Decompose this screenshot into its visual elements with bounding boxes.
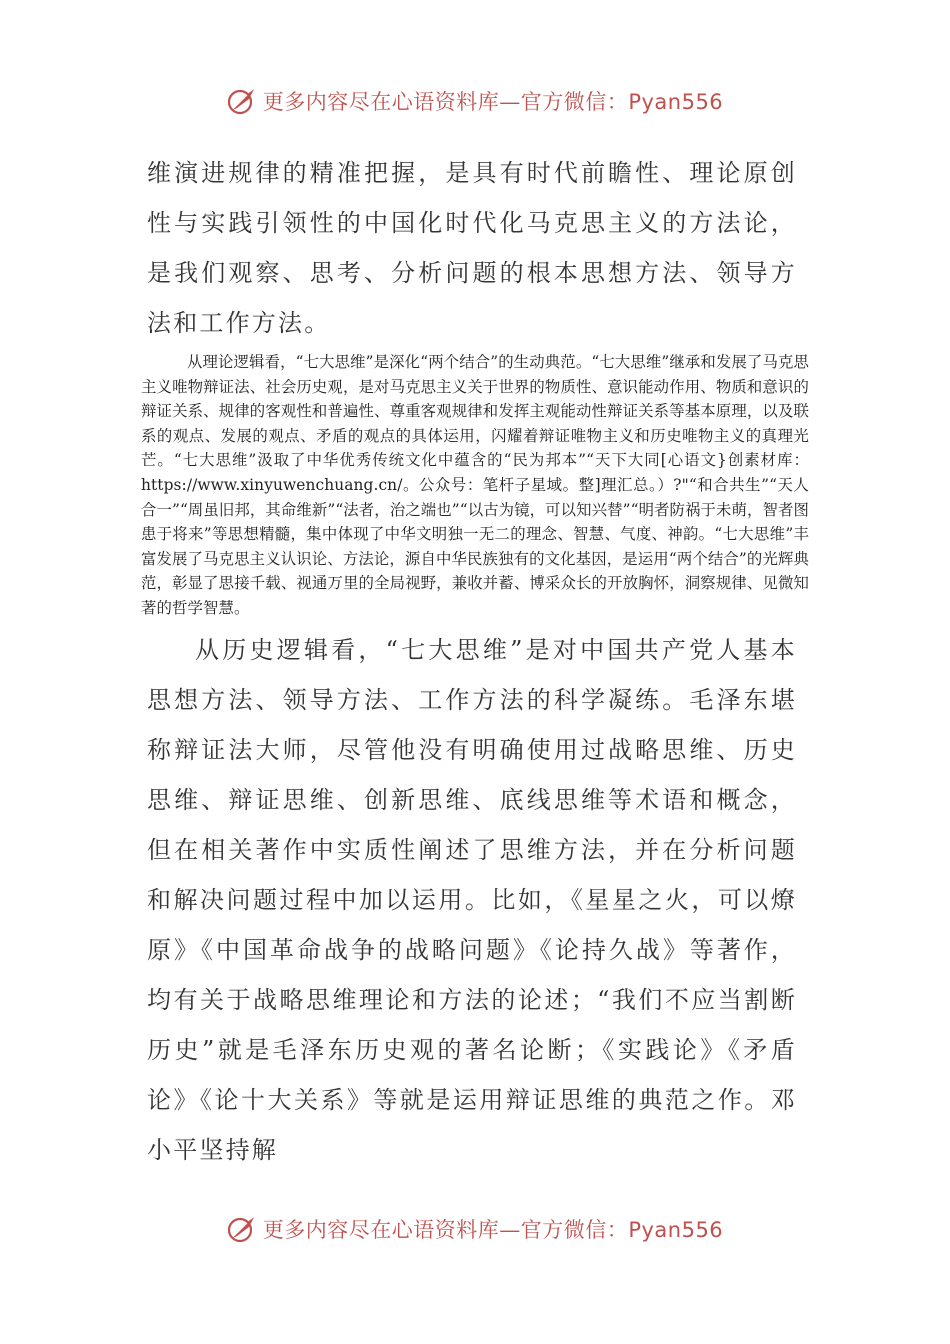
document-body	[141, 148, 809, 1175]
quill-logo-icon	[227, 86, 257, 116]
paragraph-history-logic: 从历史逻辑看，“七大思维”是对中国共产党人基本思想方法、领导方法、工作方法的科学凝练。毛泽东堪称辩证法大师，尽管他没有明确使用过战略思维、历史思维、辩证思维、创新思维、底线思维等术语和概念，但在相关著作中实质性阐述了思维方法，并在分析问题和解决问题过程中加以运用。比如，《星星之火，可以燎原》《中国革命战争的战略问题》《论持久战》等著作，均有关于战略思维理论和方法的论述；“我们不应当割断历史”就是毛泽东历史观的著名论断；《实践论》《矛盾论》《论十大关系》等就是运用辩证思维的典范之作。邓小平坚持解	[147, 635, 797, 1164]
banner-text: 更多内容尽在心语资料库—官方微信：Pyan556	[262, 1218, 724, 1242]
quill-logo-icon	[227, 1214, 257, 1244]
paragraph-continuation: 维演进规律的精准把握，是具有时代前瞻性、理论原创性与实践引领性的中国化时代化马克思主义的方法论，是我们观察、思考、分析问题的根本思想方法、领导方法和工作方法。	[147, 159, 797, 337]
wechat-id: Pyan556	[628, 1218, 724, 1242]
footer-banner	[0, 1214, 950, 1244]
wechat-id: Pyan556	[628, 90, 724, 114]
header-banner	[0, 86, 950, 116]
paragraph-theory-logic: 从理论逻辑看，“七大思维”是深化“两个结合”的生动典范。“七大思维”继承和发展了马克思主义唯物辩证法、社会历史观，是对马克思主义关于世界的物质性、意识能动作用、物质和意识的辩证关系、规律的客观性和普遍性、尊重客观规律和发挥主观能动性辩证关系等基本原理，以及联系的观点、发展的观点、矛盾的观点的具体运用，闪耀着辩证唯物主义和历史唯物主义的真理光芒。“七大思维”汲取了中华优秀传统文化中蕴含的“民为邦本”“天下大同[心语文}创素材库：https://www.xinyuwenchuang.cn/。公众号：笔杆子星域。整]理汇总。）?"“和合共生”“天人合一”“周虽旧邦，其命维新”“法者，治之端也”“以古为镜，可以知兴替”“明者防祸于未萌，智者图患于将来”等思想精髓，集中体现了中华文明独一无二的理念、智慧、气度、神韵。“七大思维”丰富发展了马克思主义认识论、方法论，源自中华民族独有的文化基因，是运用“两个结合”的光辉典范，彰显了思接千载、视通万里的全局视野，兼收并蓄、博采众长的开放胸怀，洞察规律、见微知著的哲学智慧。	[141, 353, 809, 617]
banner-text: 更多内容尽在心语资料库—官方微信：Pyan556	[262, 90, 724, 114]
